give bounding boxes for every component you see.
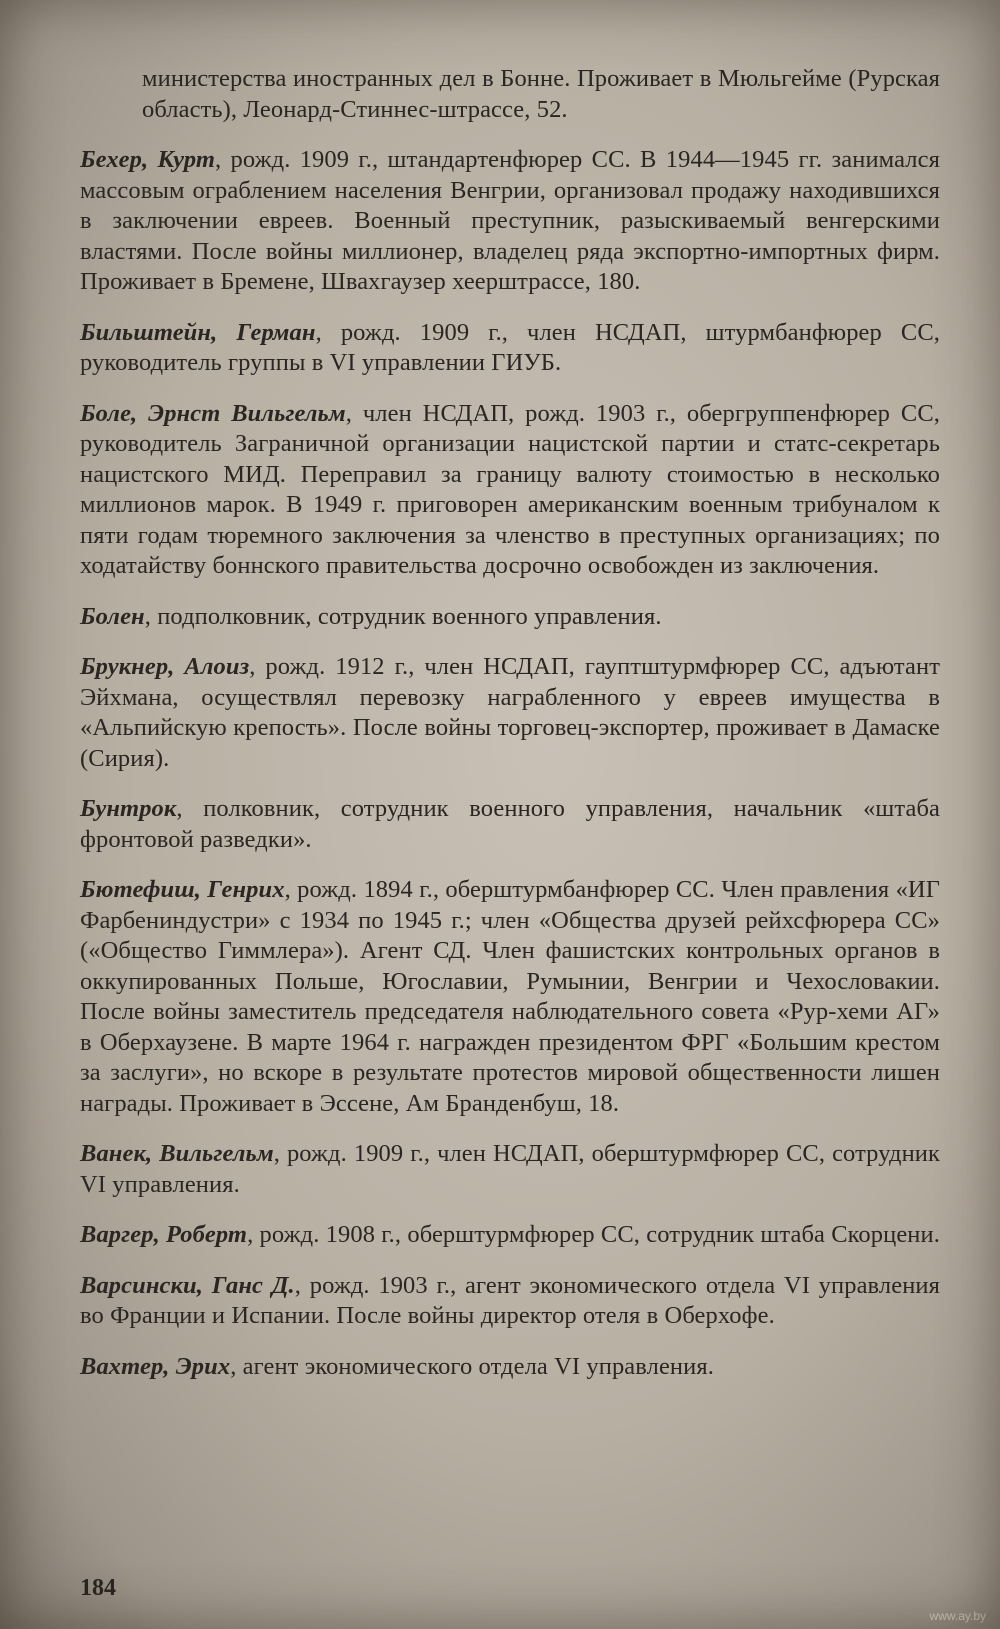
entry-name: Болен [80, 602, 145, 630]
entry-vanek [80, 1139, 940, 1200]
continuation-paragraph: министерства иностранных дел в Бонне. Проживает в Мюльгейме (Рурская область), Леонард-Стиннес-штрассе, 52. [142, 65, 940, 123]
entry-name: Варсински, Ганс Д. [80, 1271, 295, 1299]
entry-name: Вахтер, Эрих [80, 1352, 231, 1380]
entry-text: , рожд. 1909 г., член НСДАП, оберштурмфюрер СС, сотрудник VI управления. [80, 1140, 941, 1198]
entry-text: , член НСДАП, рожд. 1903 г., обергруппенфюрер СС, руководитель Заграничной организации нацистской партии и статс-секретарь нацистского МИД. Переправил за границу валюту стоимостью в несколько миллионов марок. В 1949 г. приговорен американским военным трибуналом к пяти годам тюремного заключения за членство в преступных организациях; по ходатайству боннского правительства досрочно освобожден из заключения. [80, 399, 940, 579]
entry-bilshtein [80, 318, 940, 379]
entry-vakhter [80, 1352, 940, 1383]
entry-name: Бильштейн, Герман [80, 318, 316, 346]
entry-name: Варгер, Роберт [80, 1221, 248, 1248]
entry-text: , агент экономического отдела VI управления. [230, 1352, 714, 1380]
entry-name: Бютефиш, Генрих [80, 876, 285, 903]
entry-name: Бехер, Курт [80, 146, 215, 173]
watermark: www.ay.by [929, 1609, 986, 1623]
entry-buetefish [80, 875, 940, 1119]
entry-name: Ванек, Вильгельм [80, 1140, 274, 1167]
entry-bole [80, 399, 940, 582]
entry-varger [80, 1220, 940, 1251]
page-text [80, 64, 940, 1402]
entry-text: , рожд. 1908 г., оберштурмфюрер СС, сотрудник штаба Скорцени. [247, 1221, 940, 1248]
entry-text: , подполковник, сотрудник военного управления. [144, 602, 662, 630]
entry-text: , полковник, сотрудник военного управления, начальник «штаба фронтовой разведки». [80, 795, 940, 853]
entry-name: Брукнер, Алоиз [80, 653, 250, 680]
entry-name: Бунтрок [80, 795, 177, 822]
entry-bekher [80, 145, 940, 298]
entry-text: , рожд. 1912 г., член НСДАП, гауптштурмфюрер СС, адъютант Эйхмана, осуществлял перевозку награбленного у евреев имущества в «Альпийскую крепость». После войны торговец-экспортер, проживает в Дамаске (Сирия). [80, 653, 940, 772]
entry-text: , рожд. 1909 г., член НСДАП, штурмбанфюрер СС, руководитель группы в VI управлении ГИУБ. [80, 318, 941, 376]
entry-buntrok [80, 794, 940, 855]
entry-name: Боле, Эрнст Вильгельм [80, 399, 346, 427]
page-number: 184 [80, 1575, 116, 1601]
entry-bruckner [80, 652, 940, 774]
entry-bolen [80, 602, 940, 633]
entry-text: , рожд. 1894 г., оберштурмбанфюрер СС. Член правления «ИГ Фарбениндустри» с 1934 по 1945 г.; член «Общества друзей рейхсфюрера СС» («Общество Гиммлера»). Агент СД. Член фашистских контрольных органов в оккупированных Польше, Югославии, Румынии, Венгрии и Чехословакии. После войны заместитель председателя наблюдательного совета «Рур-хеми АГ» в Оберхаузене. В марте 1964 г. награжден президентом ФРГ «Большим крестом за заслуги», но вскоре в результате протестов мировой общественности лишен награды. Проживает в Эссене, Ам Бранденбуш, 18. [80, 876, 940, 1117]
entry-varsinski [80, 1271, 940, 1332]
entry-text: , рожд. 1903 г., агент экономического отдела VI управления во Франции и Испании. После войны директор отеля в Оберхофе. [80, 1271, 940, 1329]
entry-text: , рожд. 1909 г., штандартенфюрер СС. В 1944—1945 гг. занимался массовым ограблением населения Венгрии, организовал продажу находившихся в заключении евреев. Военный преступник, разыскиваемый венгерскими властями. После войны миллионер, владелец ряда экспортно-импортных фирм. Проживает в Бремене, Швахгаузер хеерштрассе, 180. [80, 146, 940, 295]
